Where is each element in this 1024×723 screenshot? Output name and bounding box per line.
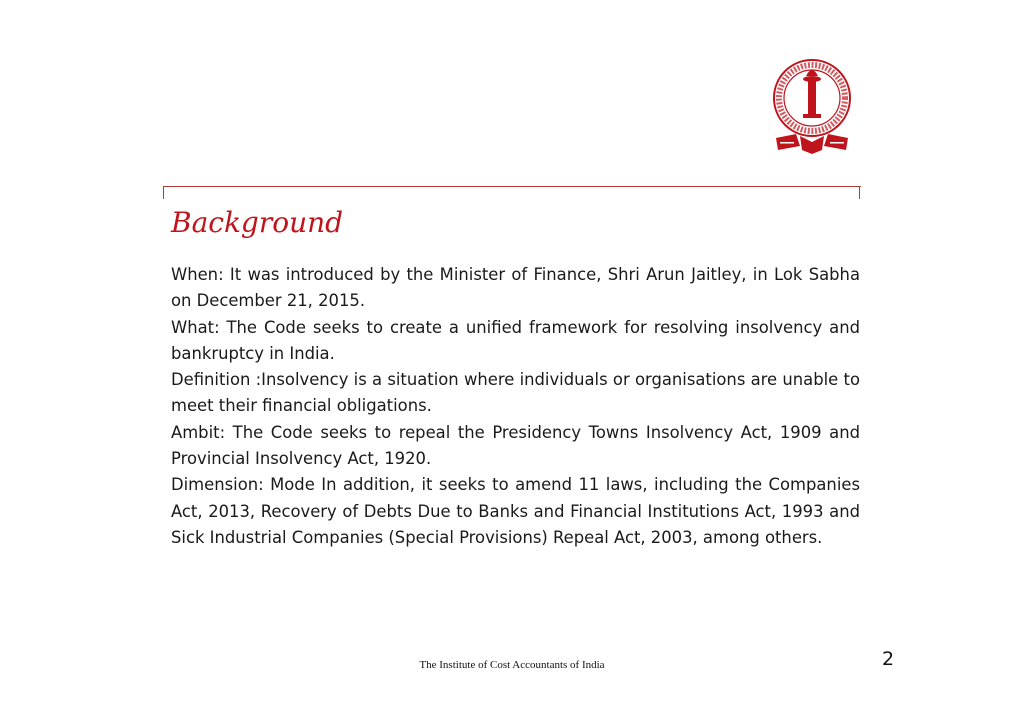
paragraph-ambit: Ambit: The Code seeks to repeal the Presidency Towns Insolvency Act, 1909 and Provincial Insolvency Act, 1920.	[171, 422, 860, 469]
header-rule-right-tick	[859, 186, 860, 199]
header-rule-left-tick	[163, 186, 164, 199]
slide-title: Background	[171, 206, 344, 239]
footer-text: The Institute of Cost Accountants of India	[419, 659, 605, 671]
paragraph-definition: Definition :Insolvency is a situation where individuals or organisations are unable to meet their financial obligations.	[171, 370, 860, 416]
institute-seal-icon	[770, 54, 854, 166]
institute-logo	[770, 54, 854, 166]
paragraph-dimension: Dimension: Mode In addition, it seeks to amend 11 laws, including the Companies Act, 2013, Recovery of Debts Due to Banks and Financial Institutions Act, 1993 and Sick Industrial Companies (Special Provisions) Repeal Act, 2003, among others.	[171, 475, 860, 547]
page-number: 2	[882, 648, 895, 670]
paragraph-when: When: It was introduced by the Minister of Finance, Shri Arun Jaitley, in Lok Sabha on December 21, 2015.	[171, 265, 860, 311]
header-rule	[163, 186, 861, 187]
slide-body	[171, 262, 860, 551]
paragraph-what: What: The Code seeks to create a unified framework for resolving insolvency and bankruptcy in India.	[171, 317, 860, 363]
